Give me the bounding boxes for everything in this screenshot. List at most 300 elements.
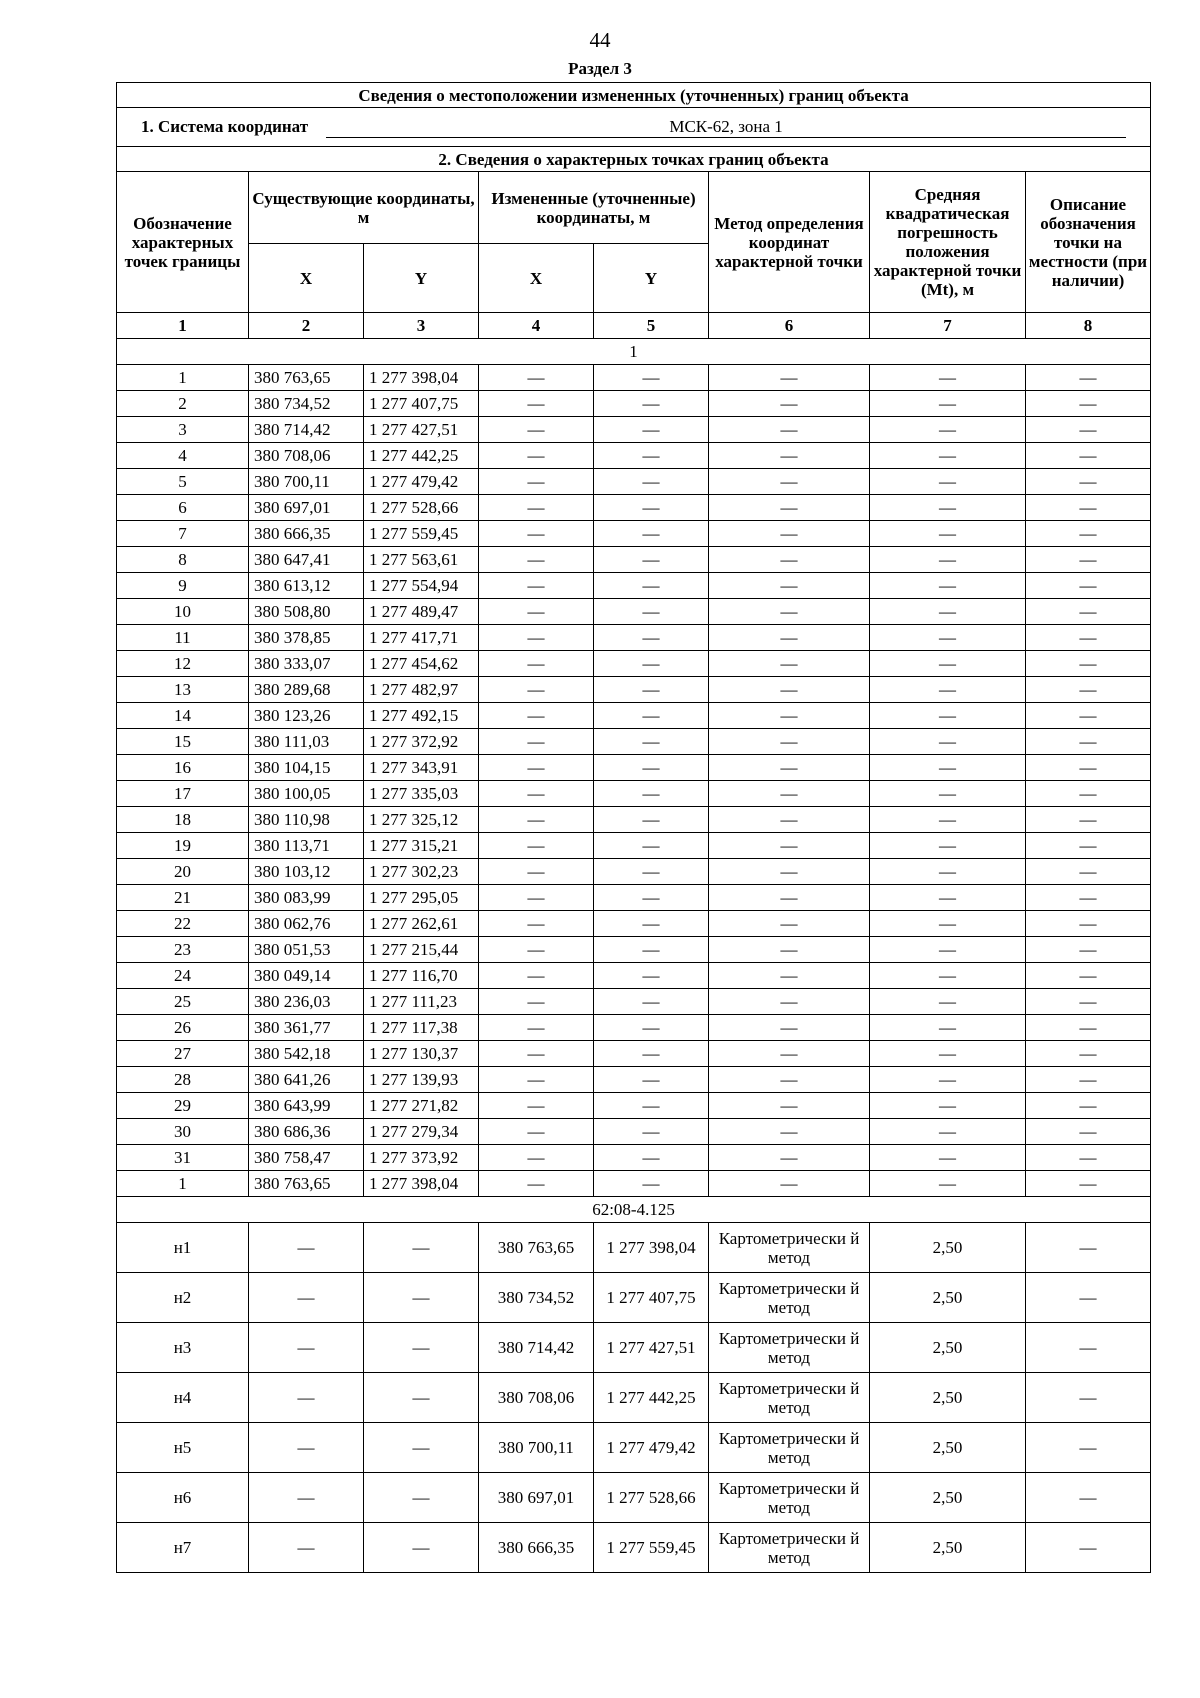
description-cell: — xyxy=(1026,1373,1151,1423)
point-label-cell: 14 xyxy=(117,703,249,729)
changed-y-cell: 1 277 407,75 xyxy=(594,1273,709,1323)
column-number: 4 xyxy=(479,313,594,339)
existing-y-cell: 1 277 373,92 xyxy=(364,1145,479,1171)
table-row xyxy=(117,573,1151,599)
existing-x-cell: 380 542,18 xyxy=(249,1041,364,1067)
error-cell: — xyxy=(870,885,1026,911)
description-cell: — xyxy=(1026,417,1151,443)
existing-y-cell: 1 277 215,44 xyxy=(364,937,479,963)
method-cell: — xyxy=(709,625,870,651)
changed-y-cell: — xyxy=(594,651,709,677)
description-cell: — xyxy=(1026,911,1151,937)
error-cell: — xyxy=(870,859,1026,885)
changed-y-cell: — xyxy=(594,963,709,989)
description-cell: — xyxy=(1026,651,1151,677)
error-cell: 2,50 xyxy=(870,1223,1026,1273)
changed-y-cell: — xyxy=(594,495,709,521)
changed-y-cell: — xyxy=(594,547,709,573)
existing-x-cell: 380 708,06 xyxy=(249,443,364,469)
existing-y-cell: 1 277 295,05 xyxy=(364,885,479,911)
description-cell: — xyxy=(1026,495,1151,521)
existing-y-cell: 1 277 343,91 xyxy=(364,755,479,781)
error-cell: — xyxy=(870,1067,1026,1093)
changed-y-cell: — xyxy=(594,417,709,443)
changed-y-cell: — xyxy=(594,885,709,911)
existing-y-cell: — xyxy=(364,1223,479,1273)
point-label-cell: 6 xyxy=(117,495,249,521)
points-section-title: 2. Сведения о характерных точках границ объекта xyxy=(117,147,1151,172)
description-cell: — xyxy=(1026,703,1151,729)
points-section-row xyxy=(117,147,1151,172)
existing-x-cell: 380 333,07 xyxy=(249,651,364,677)
method-cell: Картометрически й метод xyxy=(709,1273,870,1323)
table-row xyxy=(117,1273,1151,1323)
method-cell: — xyxy=(709,729,870,755)
changed-x-cell: — xyxy=(479,365,594,391)
changed-x-cell: — xyxy=(479,885,594,911)
changed-y-cell: — xyxy=(594,1067,709,1093)
point-label-cell: 2 xyxy=(117,391,249,417)
changed-y-cell: — xyxy=(594,1015,709,1041)
method-cell: — xyxy=(709,677,870,703)
changed-x-cell: — xyxy=(479,677,594,703)
table-row xyxy=(117,547,1151,573)
existing-x-cell: 380 686,36 xyxy=(249,1119,364,1145)
changed-x-cell: — xyxy=(479,1171,594,1197)
existing-x-cell: — xyxy=(249,1323,364,1373)
error-cell: — xyxy=(870,1041,1026,1067)
point-label-cell: н4 xyxy=(117,1373,249,1423)
changed-x-cell: — xyxy=(479,521,594,547)
method-cell: — xyxy=(709,937,870,963)
table-row xyxy=(117,1041,1151,1067)
existing-y-cell: 1 277 271,82 xyxy=(364,1093,479,1119)
changed-y-cell: — xyxy=(594,573,709,599)
table-row xyxy=(117,365,1151,391)
point-label-cell: 1 xyxy=(117,365,249,391)
description-cell: — xyxy=(1026,1145,1151,1171)
method-cell: Картометрически й метод xyxy=(709,1223,870,1273)
existing-y-cell: — xyxy=(364,1473,479,1523)
changed-y-cell: — xyxy=(594,1171,709,1197)
error-cell: — xyxy=(870,833,1026,859)
error-cell: — xyxy=(870,703,1026,729)
existing-y-cell: 1 277 554,94 xyxy=(364,573,479,599)
header-point-designation: Обозначение характерных точек границы xyxy=(117,172,249,313)
existing-x-cell: 380 758,47 xyxy=(249,1145,364,1171)
existing-x-cell: 380 378,85 xyxy=(249,625,364,651)
changed-x-cell: — xyxy=(479,729,594,755)
point-label-cell: 5 xyxy=(117,469,249,495)
changed-x-cell: — xyxy=(479,599,594,625)
point-label-cell: н2 xyxy=(117,1273,249,1323)
changed-y-cell: — xyxy=(594,1119,709,1145)
column-number: 1 xyxy=(117,313,249,339)
changed-x-cell: — xyxy=(479,1119,594,1145)
existing-y-cell: 1 277 139,93 xyxy=(364,1067,479,1093)
existing-x-cell: 380 111,03 xyxy=(249,729,364,755)
method-cell: — xyxy=(709,963,870,989)
table-title: Сведения о местоположении измененных (уточненных) границ объекта xyxy=(117,83,1151,108)
method-cell: — xyxy=(709,521,870,547)
error-cell: — xyxy=(870,443,1026,469)
point-label-cell: 8 xyxy=(117,547,249,573)
changed-x-cell: — xyxy=(479,443,594,469)
point-label-cell: 26 xyxy=(117,1015,249,1041)
changed-y-cell: — xyxy=(594,521,709,547)
table-row xyxy=(117,417,1151,443)
changed-y-cell: 1 277 479,42 xyxy=(594,1423,709,1473)
existing-y-cell: 1 277 492,15 xyxy=(364,703,479,729)
changed-x-cell: — xyxy=(479,703,594,729)
existing-x-cell: 380 697,01 xyxy=(249,495,364,521)
table-row xyxy=(117,989,1151,1015)
table-row xyxy=(117,469,1151,495)
column-number: 6 xyxy=(709,313,870,339)
existing-x-cell: — xyxy=(249,1223,364,1273)
header-existing-x: X xyxy=(249,244,364,313)
group-label-row xyxy=(117,1197,1151,1223)
changed-x-cell: — xyxy=(479,833,594,859)
boundary-points-table xyxy=(116,82,1151,1573)
method-cell: Картометрически й метод xyxy=(709,1423,870,1473)
method-cell: — xyxy=(709,703,870,729)
changed-y-cell: — xyxy=(594,443,709,469)
changed-x-cell: — xyxy=(479,1041,594,1067)
existing-y-cell: 1 277 335,03 xyxy=(364,781,479,807)
table-row xyxy=(117,1323,1151,1373)
description-cell: — xyxy=(1026,989,1151,1015)
method-cell: — xyxy=(709,807,870,833)
method-cell: — xyxy=(709,1067,870,1093)
point-label-cell: 19 xyxy=(117,833,249,859)
table-row xyxy=(117,807,1151,833)
description-cell: — xyxy=(1026,1041,1151,1067)
method-cell: — xyxy=(709,781,870,807)
description-cell: — xyxy=(1026,1119,1151,1145)
changed-y-cell: — xyxy=(594,989,709,1015)
changed-x-cell: — xyxy=(479,911,594,937)
existing-y-cell: 1 277 262,61 xyxy=(364,911,479,937)
method-cell: — xyxy=(709,1145,870,1171)
table-row xyxy=(117,1423,1151,1473)
method-cell: — xyxy=(709,989,870,1015)
point-label-cell: н7 xyxy=(117,1523,249,1573)
existing-x-cell: 380 083,99 xyxy=(249,885,364,911)
table-row xyxy=(117,1015,1151,1041)
error-cell: — xyxy=(870,547,1026,573)
description-cell: — xyxy=(1026,1473,1151,1523)
changed-y-cell: 1 277 442,25 xyxy=(594,1373,709,1423)
point-label-cell: 27 xyxy=(117,1041,249,1067)
changed-y-cell: — xyxy=(594,833,709,859)
existing-x-cell: 380 361,77 xyxy=(249,1015,364,1041)
description-cell: — xyxy=(1026,625,1151,651)
point-label-cell: 10 xyxy=(117,599,249,625)
group-label: 62:08-4.125 xyxy=(117,1197,1151,1223)
error-cell: — xyxy=(870,1119,1026,1145)
error-cell: — xyxy=(870,911,1026,937)
method-cell: — xyxy=(709,391,870,417)
changed-y-cell: — xyxy=(594,781,709,807)
changed-x-cell: — xyxy=(479,963,594,989)
existing-y-cell: 1 277 442,25 xyxy=(364,443,479,469)
method-cell: Картометрически й метод xyxy=(709,1473,870,1523)
existing-x-cell: — xyxy=(249,1523,364,1573)
header-changed-x: X xyxy=(479,244,594,313)
method-cell: — xyxy=(709,651,870,677)
method-cell: — xyxy=(709,1119,870,1145)
description-cell: — xyxy=(1026,443,1151,469)
error-cell: — xyxy=(870,677,1026,703)
method-cell: — xyxy=(709,365,870,391)
description-cell: — xyxy=(1026,1067,1151,1093)
existing-y-cell: — xyxy=(364,1273,479,1323)
header-changed-y: Y xyxy=(594,244,709,313)
header-description: Описание обозначения точки на местности (при наличии) xyxy=(1026,172,1151,313)
existing-y-cell: 1 277 417,71 xyxy=(364,625,479,651)
coord-system-value: МСК-62, зона 1 xyxy=(326,117,1126,138)
error-cell: 2,50 xyxy=(870,1273,1026,1323)
table-row xyxy=(117,1067,1151,1093)
existing-x-cell: 380 700,11 xyxy=(249,469,364,495)
existing-x-cell: 380 508,80 xyxy=(249,599,364,625)
point-label-cell: 22 xyxy=(117,911,249,937)
table-row xyxy=(117,781,1151,807)
table-row xyxy=(117,651,1151,677)
description-cell: — xyxy=(1026,1015,1151,1041)
error-cell: — xyxy=(870,1145,1026,1171)
table-row xyxy=(117,1119,1151,1145)
section-title: Раздел 3 xyxy=(568,59,632,78)
error-cell: — xyxy=(870,729,1026,755)
point-label-cell: 29 xyxy=(117,1093,249,1119)
method-cell: — xyxy=(709,1015,870,1041)
table-row xyxy=(117,963,1151,989)
description-cell: — xyxy=(1026,781,1151,807)
existing-y-cell: 1 277 559,45 xyxy=(364,521,479,547)
existing-x-cell: 380 062,76 xyxy=(249,911,364,937)
changed-x-cell: — xyxy=(479,573,594,599)
method-cell: — xyxy=(709,833,870,859)
table-row xyxy=(117,729,1151,755)
description-cell: — xyxy=(1026,521,1151,547)
existing-y-cell: — xyxy=(364,1373,479,1423)
existing-y-cell: 1 277 454,62 xyxy=(364,651,479,677)
changed-y-cell: — xyxy=(594,391,709,417)
error-cell: — xyxy=(870,989,1026,1015)
column-number: 2 xyxy=(249,313,364,339)
changed-x-cell: — xyxy=(479,781,594,807)
method-cell: — xyxy=(709,469,870,495)
changed-x-cell: 380 734,52 xyxy=(479,1273,594,1323)
coord-system-label: 1. Система координат xyxy=(140,116,309,136)
method-cell: — xyxy=(709,859,870,885)
existing-y-cell: 1 277 315,21 xyxy=(364,833,479,859)
existing-y-cell: 1 277 111,23 xyxy=(364,989,479,1015)
changed-y-cell: — xyxy=(594,859,709,885)
point-label-cell: н3 xyxy=(117,1323,249,1373)
table-row xyxy=(117,625,1151,651)
table-row xyxy=(117,677,1151,703)
description-cell: — xyxy=(1026,391,1151,417)
point-label-cell: 24 xyxy=(117,963,249,989)
error-cell: — xyxy=(870,807,1026,833)
description-cell: — xyxy=(1026,1523,1151,1573)
description-cell: — xyxy=(1026,755,1151,781)
description-cell: — xyxy=(1026,1171,1151,1197)
point-label-cell: 31 xyxy=(117,1145,249,1171)
table-row xyxy=(117,1145,1151,1171)
existing-y-cell: 1 277 372,92 xyxy=(364,729,479,755)
description-cell: — xyxy=(1026,677,1151,703)
header-row-1 xyxy=(117,172,1151,244)
existing-x-cell: 380 643,99 xyxy=(249,1093,364,1119)
existing-x-cell: 380 123,26 xyxy=(249,703,364,729)
method-cell: — xyxy=(709,547,870,573)
description-cell: — xyxy=(1026,1223,1151,1273)
existing-y-cell: — xyxy=(364,1523,479,1573)
existing-y-cell: 1 277 528,66 xyxy=(364,495,479,521)
table-title-row xyxy=(117,83,1151,108)
existing-x-cell: 380 734,52 xyxy=(249,391,364,417)
header-existing-y: Y xyxy=(364,244,479,313)
point-label-cell: 21 xyxy=(117,885,249,911)
existing-x-cell: 380 113,71 xyxy=(249,833,364,859)
table-row xyxy=(117,937,1151,963)
point-label-cell: 1 xyxy=(117,1171,249,1197)
header-error: Средняя квадратическая погрешность положения характерной точки (Mt), м xyxy=(870,172,1026,313)
existing-y-cell: 1 277 563,61 xyxy=(364,547,479,573)
table-row xyxy=(117,495,1151,521)
changed-y-cell: — xyxy=(594,755,709,781)
point-label-cell: 28 xyxy=(117,1067,249,1093)
changed-x-cell: — xyxy=(479,1015,594,1041)
column-number: 7 xyxy=(870,313,1026,339)
existing-x-cell: 380 051,53 xyxy=(249,937,364,963)
changed-y-cell: — xyxy=(594,1145,709,1171)
point-label-cell: 3 xyxy=(117,417,249,443)
method-cell: — xyxy=(709,573,870,599)
existing-y-cell: 1 277 479,42 xyxy=(364,469,479,495)
method-cell: — xyxy=(709,599,870,625)
existing-x-cell: 380 613,12 xyxy=(249,573,364,599)
existing-y-cell: 1 277 117,38 xyxy=(364,1015,479,1041)
existing-x-cell: 380 104,15 xyxy=(249,755,364,781)
existing-y-cell: 1 277 398,04 xyxy=(364,365,479,391)
table-row xyxy=(117,1093,1151,1119)
changed-x-cell: — xyxy=(479,755,594,781)
table-row xyxy=(117,911,1151,937)
existing-y-cell: 1 277 116,70 xyxy=(364,963,479,989)
error-cell: — xyxy=(870,573,1026,599)
table-row xyxy=(117,833,1151,859)
point-label-cell: 7 xyxy=(117,521,249,547)
existing-y-cell: — xyxy=(364,1423,479,1473)
error-cell: — xyxy=(870,963,1026,989)
description-cell: — xyxy=(1026,365,1151,391)
error-cell: — xyxy=(870,781,1026,807)
error-cell: — xyxy=(870,469,1026,495)
changed-y-cell: — xyxy=(594,469,709,495)
changed-y-cell: — xyxy=(594,703,709,729)
point-label-cell: н1 xyxy=(117,1223,249,1273)
table-row xyxy=(117,391,1151,417)
point-label-cell: н5 xyxy=(117,1423,249,1473)
page-number: 44 xyxy=(589,28,611,52)
point-label-cell: 17 xyxy=(117,781,249,807)
changed-x-cell: — xyxy=(479,651,594,677)
changed-y-cell: — xyxy=(594,937,709,963)
point-label-cell: 18 xyxy=(117,807,249,833)
method-cell: — xyxy=(709,1093,870,1119)
existing-y-cell: 1 277 489,47 xyxy=(364,599,479,625)
description-cell: — xyxy=(1026,729,1151,755)
existing-x-cell: — xyxy=(249,1423,364,1473)
group-label: 1 xyxy=(117,339,1151,365)
error-cell: 2,50 xyxy=(870,1423,1026,1473)
changed-x-cell: — xyxy=(479,625,594,651)
changed-x-cell: — xyxy=(479,807,594,833)
changed-x-cell: — xyxy=(479,469,594,495)
existing-y-cell: — xyxy=(364,1323,479,1373)
error-cell: — xyxy=(870,365,1026,391)
table-row xyxy=(117,1171,1151,1197)
method-cell: — xyxy=(709,495,870,521)
description-cell: — xyxy=(1026,937,1151,963)
existing-x-cell: 380 763,65 xyxy=(249,365,364,391)
error-cell: 2,50 xyxy=(870,1523,1026,1573)
description-cell: — xyxy=(1026,833,1151,859)
changed-x-cell: 380 666,35 xyxy=(479,1523,594,1573)
point-label-cell: 30 xyxy=(117,1119,249,1145)
header-method: Метод определения координат характерной точки xyxy=(709,172,870,313)
error-cell: 2,50 xyxy=(870,1323,1026,1373)
existing-x-cell: 380 049,14 xyxy=(249,963,364,989)
description-cell: — xyxy=(1026,1423,1151,1473)
header-existing-coords: Существующие координаты, м xyxy=(249,172,479,244)
description-cell: — xyxy=(1026,963,1151,989)
changed-y-cell: — xyxy=(594,807,709,833)
existing-x-cell: 380 103,12 xyxy=(249,859,364,885)
existing-y-cell: 1 277 130,37 xyxy=(364,1041,479,1067)
method-cell: — xyxy=(709,911,870,937)
existing-y-cell: 1 277 482,97 xyxy=(364,677,479,703)
changed-x-cell: — xyxy=(479,989,594,1015)
changed-x-cell: — xyxy=(479,937,594,963)
existing-y-cell: 1 277 407,75 xyxy=(364,391,479,417)
existing-y-cell: 1 277 427,51 xyxy=(364,417,479,443)
error-cell: — xyxy=(870,391,1026,417)
changed-x-cell: 380 700,11 xyxy=(479,1423,594,1473)
method-cell: — xyxy=(709,755,870,781)
method-cell: Картометрически й метод xyxy=(709,1373,870,1423)
description-cell: — xyxy=(1026,573,1151,599)
point-label-cell: 13 xyxy=(117,677,249,703)
changed-y-cell: 1 277 559,45 xyxy=(594,1523,709,1573)
changed-y-cell: — xyxy=(594,911,709,937)
changed-y-cell: 1 277 398,04 xyxy=(594,1223,709,1273)
column-number: 5 xyxy=(594,313,709,339)
method-cell: — xyxy=(709,1041,870,1067)
changed-y-cell: — xyxy=(594,1041,709,1067)
error-cell: — xyxy=(870,755,1026,781)
changed-x-cell: — xyxy=(479,495,594,521)
point-label-cell: 20 xyxy=(117,859,249,885)
table-row xyxy=(117,1473,1151,1523)
column-number: 3 xyxy=(364,313,479,339)
existing-x-cell: 380 714,42 xyxy=(249,417,364,443)
